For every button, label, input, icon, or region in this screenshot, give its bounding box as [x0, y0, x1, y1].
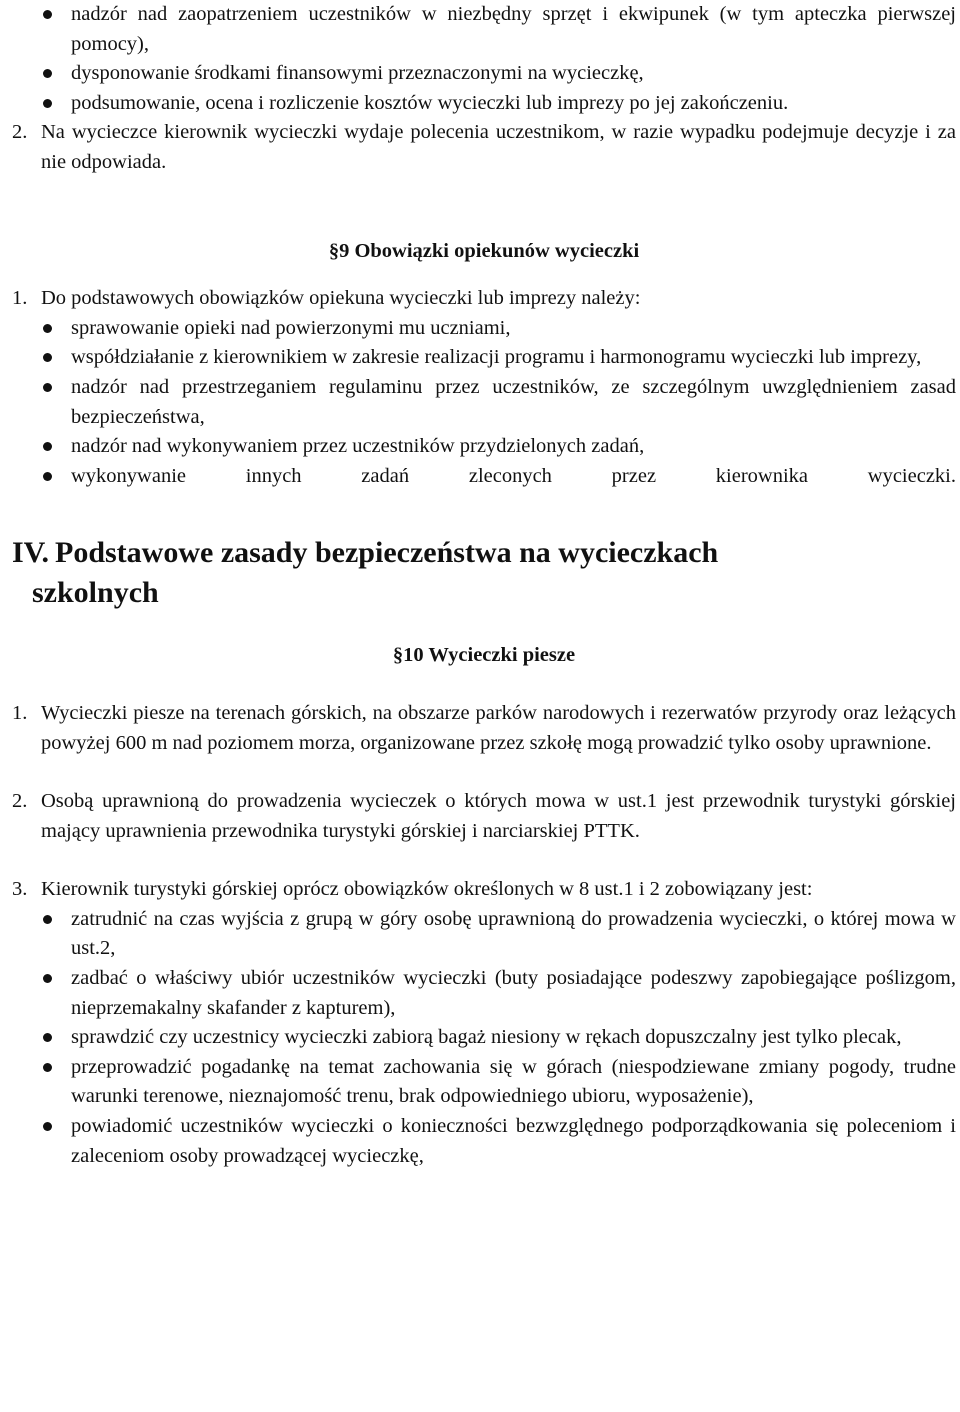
bullet-icon — [43, 324, 52, 333]
numbered-item — [12, 118, 956, 177]
bullet-icon — [43, 974, 52, 983]
bullet-icon — [43, 69, 52, 78]
list-item: sprawdzić czy uczestnicy wycieczki zabiorą bagaż niesiony w rękach dopuszczalny jest tylko plecak, — [12, 1023, 956, 1053]
item-text: Kierownik turystyki górskiej oprócz obowiązków określonych w 8 ust.1 i 2 zobowiązany jest: — [41, 878, 813, 901]
numbered-item — [12, 699, 956, 758]
bullet-icon — [43, 442, 52, 451]
section-number: IV. — [12, 536, 49, 570]
section-title-iv: IV. Podstawowe zasady bezpieczeństwa na wycieczkach szkolnych — [12, 533, 956, 613]
section-sign-icon: § — [328, 239, 340, 262]
item-number: 3. — [12, 878, 28, 901]
bullet-icon — [43, 1033, 52, 1042]
bullet-icon — [43, 1063, 52, 1072]
list-item: nadzór nad wykonywaniem przez uczestników przydzielonych zadań, — [12, 432, 956, 462]
list-item: zadbać o właściwy ubiór uczestników wycieczki (buty posiadające podeszwy zapobiegające poślizgom, nieprzemakalny skafander z kapturem), — [12, 964, 956, 1023]
list-item: dysponowanie środkami finansowymi przeznaczonymi na wycieczkę, — [12, 59, 956, 89]
section-heading-10: §10 Wycieczki piesze — [392, 644, 576, 667]
opiekun-duties-list — [12, 314, 956, 492]
list-item: nadzór nad zaopatrzeniem uczestników w niezbędny sprzęt i ekwipunek (w tym apteczka pierwszej pomocy), — [12, 0, 956, 59]
list-item: zatrudnić na czas wyjścia z grupą w góry osobę uprawnioną do prowadzenia wycieczki, o której mowa w ust.2, — [12, 905, 956, 964]
bullet-icon — [43, 472, 52, 481]
item-text: Osobą uprawnioną do prowadzenia wycieczek o których mowa w ust.1 jest przewodnik turystyki górskiej mający uprawnienia przewodnika turystyki górskiej i narciarskiej PTTK. — [41, 790, 956, 842]
bullet-icon — [43, 383, 52, 392]
item-number: 2. — [12, 790, 28, 813]
list-item: sprawowanie opieki nad powierzonymi mu uczniami, — [12, 314, 956, 344]
bullet-icon — [43, 99, 52, 108]
numbered-item — [12, 875, 956, 905]
section-sign-icon: § — [392, 644, 404, 667]
item-number: 2. — [12, 121, 28, 144]
bullet-icon — [43, 353, 52, 362]
list-item: nadzór nad przestrzeganiem regulaminu przez uczestników, ze szczególnym uwzględnieniem zasad bezpieczeństwa, — [12, 373, 956, 432]
top-bullet-list — [12, 0, 956, 118]
item-number: 1. — [12, 287, 28, 310]
item-text: Na wycieczce kierownik wycieczki wydaje polecenia uczestnikom, w razie wypadku podejmuje decyzje i za nie odpowiada. — [41, 121, 956, 173]
list-item: podsumowanie, ocena i rozliczenie kosztów wycieczki lub imprezy po jej zakończeniu. — [12, 89, 956, 119]
list-item: przeprowadzić pogadankę na temat zachowania się w górach (niespodziewane zmiany pogody, trudne warunki terenowe, nieznajomość trenu, brak odpowiedniego ubioru, wyposażenie), — [12, 1053, 956, 1112]
section-heading-9: §9 Obowiązki opiekunów wycieczki — [328, 239, 640, 262]
mountain-duties-list — [12, 905, 956, 1171]
bullet-icon — [43, 10, 52, 19]
list-item: wykonywanie innych zadań zleconych przez kierownika wycieczki. — [12, 462, 956, 492]
numbered-item — [12, 787, 956, 846]
item-number: 1. — [12, 701, 28, 724]
bullet-icon — [43, 1122, 52, 1131]
bullet-icon — [43, 915, 52, 924]
list-item: powiadomić uczestników wycieczki o konieczności bezwzględnego podporządkowania się poleceniom i zaleceniom osoby prowadzącej wycieczkę, — [12, 1112, 956, 1171]
item-text: Do podstawowych obowiązków opiekuna wycieczki lub imprezy należy: — [41, 287, 641, 310]
numbered-item — [12, 284, 956, 314]
item-text: Wycieczki piesze na terenach górskich, na obszarze parków narodowych i rezerwatów przyrody oraz leżących powyżej 600 m nad poziomem morza, organizowane przez szkołę mogą prowadzić tylko osoby uprawnione. — [41, 701, 956, 754]
list-item: współdziałanie z kierownikiem w zakresie realizacji programu i harmonogramu wycieczki lub imprezy, — [12, 343, 956, 373]
